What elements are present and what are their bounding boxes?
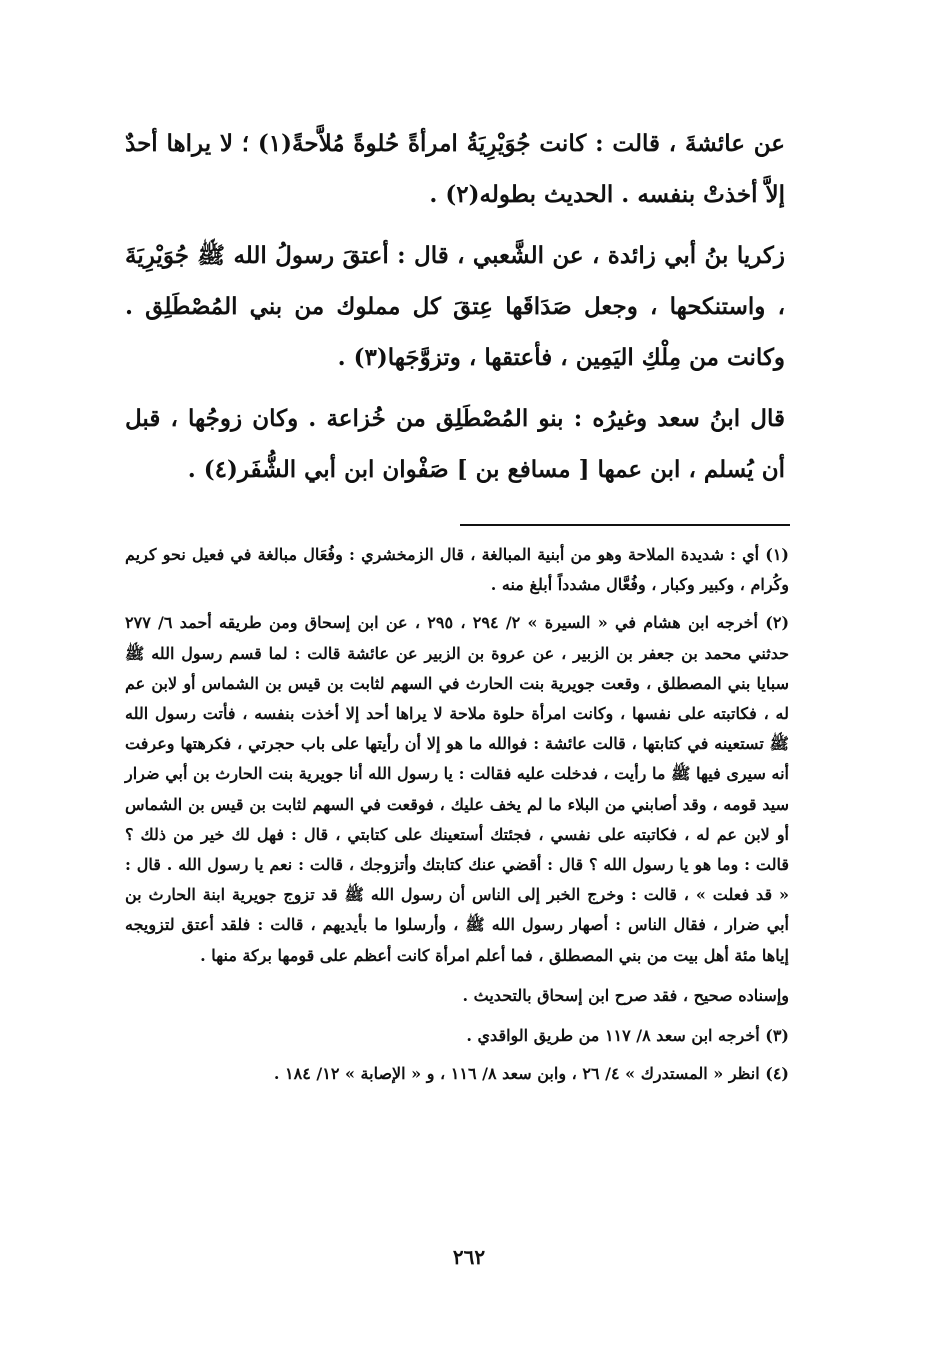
footnotes: [125, 540, 789, 1097]
page-number: ٢٦٢: [452, 1245, 486, 1269]
main-paragraph-2: زكريا بنُ أبي زائدة ، عن الشَّعبي ، قال : أعتقَ رسولُ الله ﷺ جُوَيْرِيَةَ ، واستنكحها ، وجعل صَدَاقَها عِتقَ كل مملوك من بني المُصْطَلِق . وكانت من مِلْكِ اليَمِين ، فأعتقها ، وتزوَّجَها(٣) .: [125, 242, 785, 371]
main-text: [125, 118, 785, 505]
footnote-3: (٣) أخرجه ابن سعد ٨/ ١١٧ من طريق الواقدي .: [466, 1026, 789, 1046]
footnote-2-isnad: وإسناده صحيح ، فقد صرح ابن إسحاق بالتحديث .: [462, 985, 789, 1005]
main-paragraph-3: قال ابنُ سعد وغيرُه : بنو المُصْطَلِق من خُزاعة . وكان زوجُها ، قبل أن يُسلم ، ابن عمها [ مسافع بن ] صَفْوان ابن أبي الشُّفَر(٤) .: [125, 405, 785, 483]
main-paragraph-1: عن عائشةَ ، قالت : كانت جُوَيْرِيَةُ امرأةً حُلوةً مُلاَّحةً(١) ؛ لا يراها أحدٌ إلاَّ أخذتْ بنفسه . الحديث بطوله(٢) .: [125, 130, 785, 208]
footnote-4: (٤) انظر « المستدرك » ٤/ ٢٦ ، وابن سعد ٨/ ١١٦ ، و « الإصابة » ١٢/ ١٨٤ .: [273, 1064, 789, 1084]
footnote-1: (١) أي : شديدة الملاحة وهو من أبنية المبالغة ، قال الزمخشري : وفُعَال مبالغة في فعيل نحو كريم وكُرام ، وكبير وكبار ، وفُعَّال مشدداً أبلغ منه .: [125, 545, 789, 595]
footnote-divider: [460, 524, 790, 526]
footnote-2: (٢) أخرجه ابن هشام في « السيرة » ٢/ ٢٩٤ ، ٢٩٥ ، عن ابن إسحاق ومن طريقه أحمد ٦/ ٢٧٧ حدثني محمد بن جعفر بن الزبير ، عن عروة بن الزبير عن عائشة قالت : لما قسم رسول الله ﷺ سبايا بني المصطلق ، وقعت جويرية بنت الحارث في السهم لثابت بن قيس بن الشماس أو لابن عم له ، فكاتبته على نفسها ، وكانت امرأة حلوة ملاحة لا يراها أحد إلا أخذت بنفسه ، فأتت رسول الله ﷺ تستعينه في كتابتها ، قالت عائشة : فوالله ما هو إلا أن رأيتها على باب حجرتي ، فكرهتها وعرفت أنه سيرى فيها ﷺ ما رأيت ، فدخلت عليه فقالت : يا رسول الله أنا جويرية بنت الحارث بن أبي ضرار سيد قومه ، وقد أصابني من البلاء ما لم يخف عليك ، فوقعت في السهم لثابت بن قيس بن الشماس أو لابن عم له ، فكاتبته على نفسي ، فجئتك أستعينك على كتابتي ، قال : فهل لك خير من ذلك ؟ قالت : وما هو يا رسول الله ؟ قال : أقضي عنك كتابتك وأتزوجك ، قالت : نعم يا رسول الله . قال : « قد فعلت » ، قالت : وخرج الخبر إلى الناس أن رسول الله ﷺ قد تزوج جويرية ابنة الحارث بن أبي ضرار ، فقال الناس : أصهار رسول الله ﷺ ، وأرسلوا ما بأيديهم ، قالت : فلقد أعتق لتزويجه إياها مئة أهل بيت من بني المصطلق ، فما أعلم امرأة كانت أعظم على قومها بركة منها .: [125, 613, 790, 965]
